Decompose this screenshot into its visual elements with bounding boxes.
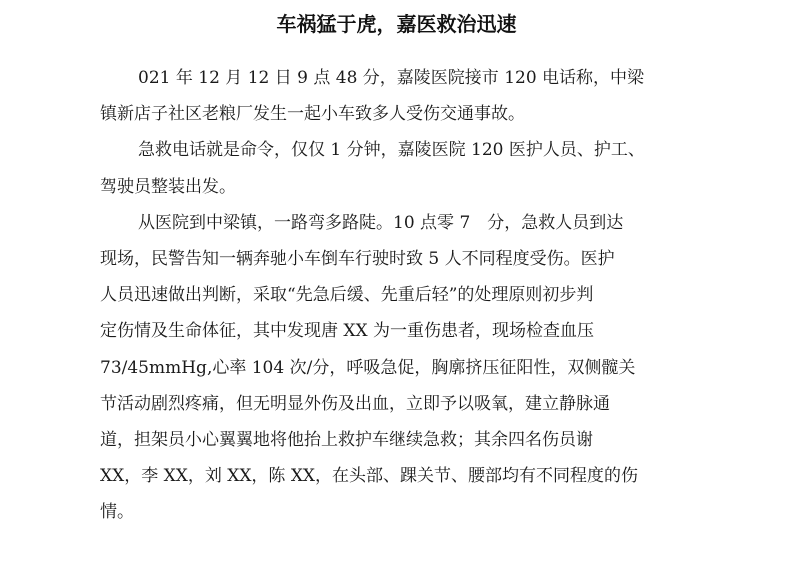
text-line: 道，担架员小心翼翼地将他抬上救护车继续急救；其余四名伤员谢 — [100, 429, 593, 450]
text-line: 从医院到中梁镇，一路弯多路陡。10 点零 7 分，急救人员到达 — [138, 212, 624, 233]
article-title: 车祸猛于虎，嘉医救治迅速 — [276, 12, 517, 36]
text-line: 镇新店子社区老粮厂发生一起小车致多人受伤交通事故。 — [100, 104, 525, 125]
paragraph-3 — [100, 205, 680, 531]
paragraph-1 — [100, 60, 680, 132]
text-line: 现场，民警告知一辆奔驰小车倒车行驶时致 5 人不同程度受伤。医护 — [100, 248, 615, 269]
text-line: XX，李 XX，刘 XX，陈 XX，在头部、踝关节、腰部均有不同程度的伤 — [100, 466, 639, 487]
text-line: 人员迅速做出判断，采取“先急后缓、先重后轻”的处理原则初步判 — [100, 285, 594, 306]
paragraph-2 — [100, 132, 680, 204]
text-line: 73/45mmHg,心率 104 次/分，呼吸急促，胸廓挤压征阳性，双侧髋关 — [100, 357, 636, 378]
text-line: 021 年 12 月 12 日 9 点 48 分，嘉陵医院接市 120 电话称，中梁 — [138, 68, 645, 88]
text-line: 定伤情及生命体征，其中发现唐 XX 为一重伤患者，现场检查血压 — [100, 321, 595, 342]
text-line: 急救电话就是命令，仅仅 1 分钟，嘉陵医院 120 医护人员、护工、 — [138, 140, 645, 161]
text-line: 驾驶员整装出发。 — [100, 176, 236, 197]
text-line: 情。 — [100, 502, 134, 523]
article-body — [100, 60, 680, 530]
text-line: 节活动剧烈疼痛，但无明显外伤及出血，立即予以吸氧，建立静脉通 — [100, 393, 610, 414]
